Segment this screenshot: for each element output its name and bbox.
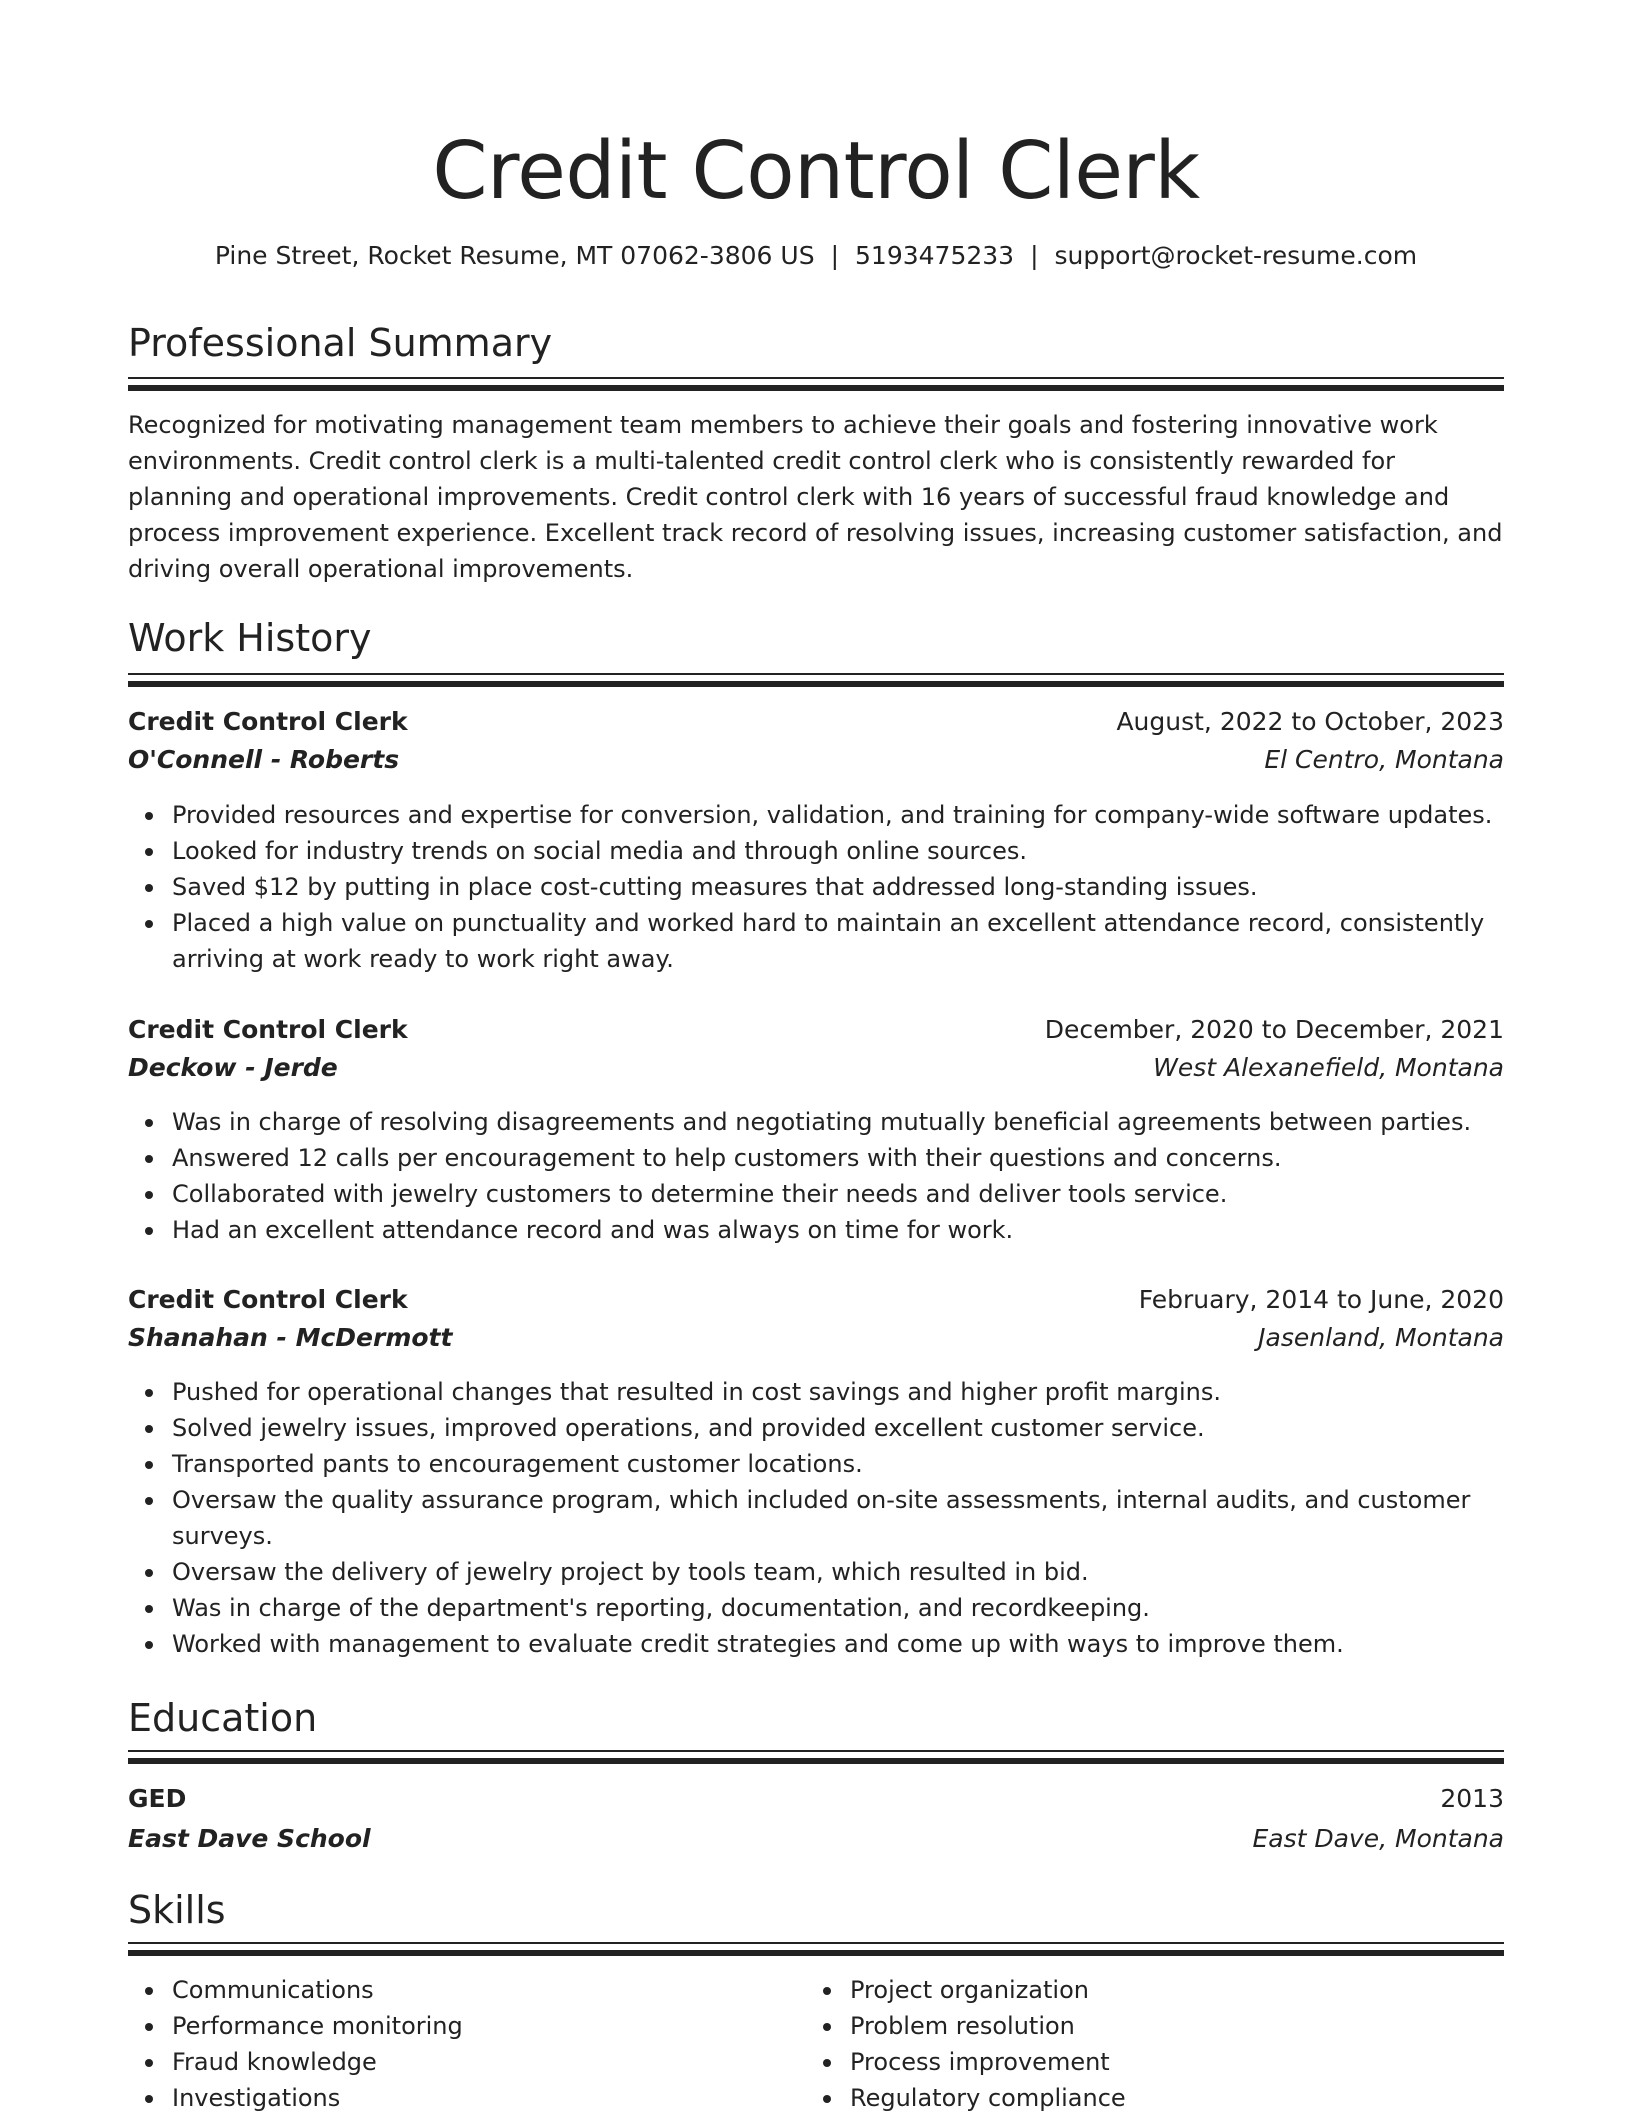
job-company: Shanahan - McDermott xyxy=(128,1323,453,1352)
contact-line xyxy=(128,236,1504,276)
job-bullet: Was in charge of resolving disagreements and negotiating mutually beneficial agreements between parties. xyxy=(172,1104,1504,1140)
education-location: East Dave, Montana xyxy=(1252,1824,1504,1853)
skills-list-left xyxy=(128,1972,768,2116)
skill-item: Project organization xyxy=(850,1972,1446,2008)
contact-separator: | xyxy=(830,241,840,270)
job-company: Deckow - Jerde xyxy=(128,1053,338,1082)
education-school: East Dave School xyxy=(128,1824,371,1853)
job-bullets xyxy=(128,1374,1504,1662)
education-year: 2013 xyxy=(1440,1784,1504,1813)
job-bullet: Looked for industry trends on social media and through online sources. xyxy=(172,833,1504,869)
summary-text: Recognized for motivating management team members to achieve their goals and fostering innovative work environments. Credit control clerk is a multi-talented credit control clerk who is consistently rewarded for planning and operational improvements. Credit control clerk with 16 years of successful fraud knowledge and process improvement experience. Excellent track record of resolving issues, increasing customer satisfaction, and driving overall operational improvements. xyxy=(128,411,1503,583)
job-bullet: Had an excellent attendance record and was always on time for work. xyxy=(172,1212,1504,1248)
job-bullet: Collaborated with jewelry customers to determine their needs and deliver tools service. xyxy=(172,1176,1504,1212)
contact-phone: 5193475233 xyxy=(855,241,1015,270)
contact-address: Pine Street, Rocket Resume, MT 07062-3806 US xyxy=(214,241,815,270)
job-bullet: Was in charge of the department's reporting, documentation, and recordkeeping. xyxy=(172,1590,1504,1626)
skill-item: Process improvement xyxy=(850,2044,1446,2080)
job-bullet: Solved jewelry issues, improved operations, and provided excellent customer service. xyxy=(172,1410,1504,1446)
skill-item: Problem resolution xyxy=(850,2008,1446,2044)
section-divider xyxy=(128,673,1504,687)
job-bullet: Answered 12 calls per encouragement to help customers with their questions and concerns. xyxy=(172,1140,1504,1176)
job-subheader xyxy=(128,741,1504,779)
section-divider xyxy=(128,377,1504,391)
job-bullets xyxy=(128,1104,1504,1248)
education-heading: Education xyxy=(128,1696,318,1740)
job-title: Credit Control Clerk xyxy=(128,1015,408,1044)
section-divider xyxy=(128,1750,1504,1764)
work-history-heading: Work History xyxy=(128,616,372,660)
skill-item: Performance monitoring xyxy=(172,2008,768,2044)
job-subheader xyxy=(128,1049,1504,1087)
job-dates: August, 2022 to October, 2023 xyxy=(1116,707,1504,736)
skill-item: Fraud knowledge xyxy=(172,2044,768,2080)
job-bullet: Pushed for operational changes that resulted in cost savings and higher profit margins. xyxy=(172,1374,1504,1410)
job-subheader xyxy=(128,1319,1504,1357)
job-bullets xyxy=(128,797,1504,977)
job-location: El Centro, Montana xyxy=(1264,745,1504,774)
skill-item: Regulatory compliance xyxy=(850,2080,1446,2116)
job-bullet: Oversaw the quality assurance program, which included on-site assessments, internal audits, and customer surveys. xyxy=(172,1482,1504,1554)
job-bullet: Oversaw the delivery of jewelry project by tools team, which resulted in bid. xyxy=(172,1554,1504,1590)
education-subheader xyxy=(128,1820,1504,1858)
skill-item: Communications xyxy=(172,1972,768,2008)
job-bullet: Provided resources and expertise for conversion, validation, and training for company-wide software updates. xyxy=(172,797,1504,833)
job-bullet: Placed a high value on punctuality and worked hard to maintain an excellent attendance record, consistently arriving at work ready to work right away. xyxy=(172,905,1504,977)
contact-separator: | xyxy=(1030,241,1039,270)
resume-title: Credit Control Clerk xyxy=(432,125,1200,217)
job-bullet: Worked with management to evaluate credit strategies and come up with ways to improve them. xyxy=(172,1626,1504,1662)
job-company: O'Connell - Roberts xyxy=(128,745,400,774)
skills-list-right xyxy=(806,1972,1446,2116)
job-location: Jasenland, Montana xyxy=(1258,1323,1504,1352)
job-title: Credit Control Clerk xyxy=(128,1285,408,1314)
summary-heading: Professional Summary xyxy=(128,321,553,365)
skills-heading: Skills xyxy=(128,1888,226,1932)
section-divider xyxy=(128,1942,1504,1956)
job-dates: December, 2020 to December, 2021 xyxy=(1044,1015,1504,1044)
job-title: Credit Control Clerk xyxy=(128,707,408,736)
education-header xyxy=(128,1780,1504,1818)
skill-item: Investigations xyxy=(172,2080,768,2116)
job-dates: February, 2014 to June, 2020 xyxy=(1138,1285,1504,1314)
job-bullet: Saved $12 by putting in place cost-cutting measures that addressed long-standing issues. xyxy=(172,869,1504,905)
job-header xyxy=(128,1281,1504,1319)
job-header xyxy=(128,1011,1504,1049)
contact-email: support@rocket-resume.com xyxy=(1054,241,1418,270)
job-bullet: Transported pants to encouragement customer locations. xyxy=(172,1446,1504,1482)
job-header xyxy=(128,703,1504,741)
job-location: West Alexanefield, Montana xyxy=(1153,1053,1504,1082)
education-degree: GED xyxy=(128,1784,187,1813)
